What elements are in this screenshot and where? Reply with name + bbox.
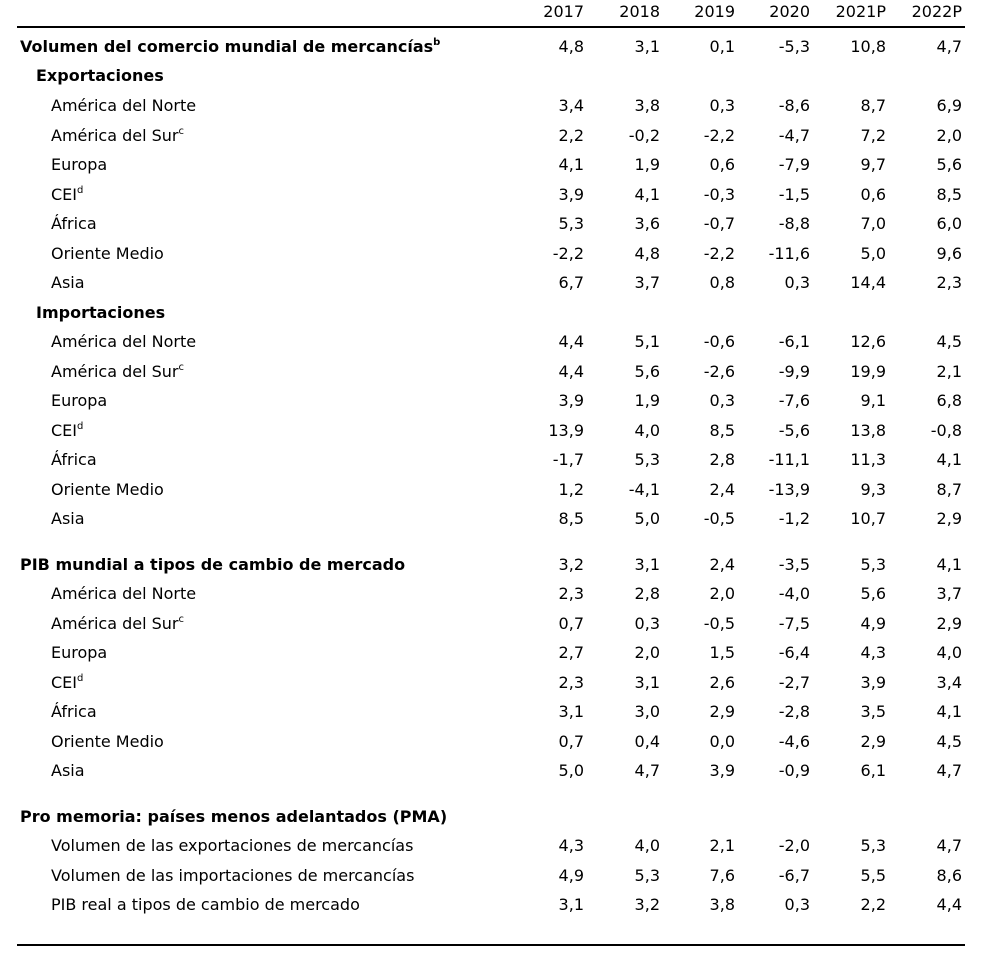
row-label-text: América del Norte xyxy=(51,332,197,351)
value-cell-2017: 4,8 xyxy=(558,37,584,56)
value-cell-2017: 2,3 xyxy=(558,584,584,603)
row-label xyxy=(51,761,85,781)
value-cell-2018: 4,0 xyxy=(634,836,660,855)
subsection-row xyxy=(0,303,1000,325)
value-cell-2018: 2,8 xyxy=(634,584,660,603)
value-cell-2018: -4,1 xyxy=(628,480,660,499)
value-cell-2020: -3,5 xyxy=(778,555,810,574)
section-row xyxy=(0,555,1000,577)
table-row xyxy=(0,836,1000,858)
footnote-marker: d xyxy=(77,185,84,196)
value-cell-2019: 0,1 xyxy=(709,37,735,56)
row-label xyxy=(51,155,107,175)
row-label-text: Oriente Medio xyxy=(51,480,164,499)
footnote-marker: c xyxy=(178,126,184,137)
value-cell-2017: 8,5 xyxy=(558,509,584,528)
value-cell-2019: 3,8 xyxy=(709,895,735,914)
value-cell-2017: 4,9 xyxy=(558,866,584,885)
value-cell-2018: 1,9 xyxy=(634,155,660,174)
row-label-text: CEI xyxy=(51,185,77,204)
row-label xyxy=(51,614,184,634)
value-cell-2017: 5,0 xyxy=(558,761,584,780)
row-label-text: América del Sur xyxy=(51,362,179,381)
value-cell-2019: -0,6 xyxy=(703,332,735,351)
value-cell-2017: 6,7 xyxy=(558,273,584,292)
row-label xyxy=(51,391,107,411)
table-row xyxy=(0,391,1000,413)
table-row xyxy=(0,673,1000,695)
row-label-text: CEI xyxy=(51,421,77,440)
value-cell-2021p: 5,3 xyxy=(860,836,886,855)
row-label-text: Volumen de las exportaciones de mercancías xyxy=(51,836,414,855)
value-cell-2020: -4,6 xyxy=(778,732,810,751)
value-cell-2022p: 6,9 xyxy=(936,96,962,115)
value-cell-2020: -4,7 xyxy=(778,126,810,145)
row-label xyxy=(51,584,196,604)
row-label-text: América del Sur xyxy=(51,126,179,145)
row-label-text: Volumen del comercio mundial de mercancías xyxy=(20,37,434,56)
section-row xyxy=(0,807,1000,829)
value-cell-2022p: 4,5 xyxy=(936,332,962,351)
row-label-text: Asia xyxy=(51,273,85,292)
value-cell-2020: -8,6 xyxy=(778,96,810,115)
value-cell-2021p: 13,8 xyxy=(850,421,886,440)
row-label xyxy=(51,732,164,752)
row-label xyxy=(51,895,360,915)
table-row xyxy=(0,96,1000,118)
row-label-text: Exportaciones xyxy=(36,66,164,85)
row-label-text: PIB real a tipos de cambio de mercado xyxy=(51,895,360,914)
value-cell-2020: -11,1 xyxy=(768,450,810,469)
value-cell-2018: 0,4 xyxy=(634,732,660,751)
value-cell-2022p: 9,6 xyxy=(936,244,962,263)
row-label-text: Pro memoria: países menos adelantados (PMA) xyxy=(20,807,448,826)
value-cell-2019: 2,8 xyxy=(709,450,735,469)
row-label-text: América del Norte xyxy=(51,96,197,115)
value-cell-2019: -0,5 xyxy=(703,509,735,528)
row-label-text: PIB mundial a tipos de cambio de mercado xyxy=(20,555,406,574)
value-cell-2022p: 2,0 xyxy=(936,126,962,145)
value-cell-2021p: 14,4 xyxy=(850,273,886,292)
row-label xyxy=(51,509,85,529)
value-cell-2019: -0,5 xyxy=(703,614,735,633)
value-cell-2021p: 11,3 xyxy=(850,450,886,469)
value-cell-2018: 4,1 xyxy=(634,185,660,204)
value-cell-2018: 4,8 xyxy=(634,244,660,263)
value-cell-2022p: 6,0 xyxy=(936,214,962,233)
value-cell-2018: -0,2 xyxy=(628,126,660,145)
value-cell-2022p: 4,1 xyxy=(936,450,962,469)
value-cell-2021p: 5,6 xyxy=(860,584,886,603)
value-cell-2020: -7,6 xyxy=(778,391,810,410)
value-cell-2022p: 2,9 xyxy=(936,614,962,633)
value-cell-2021p: 4,9 xyxy=(860,614,886,633)
value-cell-2021p: 5,5 xyxy=(860,866,886,885)
column-header-2018: 2018 xyxy=(619,2,660,21)
value-cell-2018: 3,2 xyxy=(634,895,660,914)
row-label-text: Asia xyxy=(51,761,85,780)
value-cell-2021p: 3,5 xyxy=(860,702,886,721)
value-cell-2019: 2,1 xyxy=(709,836,735,855)
value-cell-2022p: 6,8 xyxy=(936,391,962,410)
value-cell-2020: -6,7 xyxy=(778,866,810,885)
value-cell-2020: -6,4 xyxy=(778,643,810,662)
table-row xyxy=(0,362,1000,384)
value-cell-2022p: 8,6 xyxy=(936,866,962,885)
value-cell-2021p: 4,3 xyxy=(860,643,886,662)
value-cell-2017: 2,2 xyxy=(558,126,584,145)
value-cell-2021p: 6,1 xyxy=(860,761,886,780)
value-cell-2019: -2,6 xyxy=(703,362,735,381)
row-label xyxy=(20,37,440,57)
value-cell-2022p: 4,1 xyxy=(936,702,962,721)
value-cell-2021p: 10,8 xyxy=(850,37,886,56)
value-cell-2019: 0,6 xyxy=(709,155,735,174)
value-cell-2019: 0,3 xyxy=(709,96,735,115)
value-cell-2022p: -0,8 xyxy=(930,421,962,440)
value-cell-2017: 4,1 xyxy=(558,155,584,174)
value-cell-2021p: 3,9 xyxy=(860,673,886,692)
row-label-text: Oriente Medio xyxy=(51,244,164,263)
footnote-marker: d xyxy=(77,421,84,432)
row-label-text: África xyxy=(51,214,97,233)
row-label xyxy=(36,303,165,323)
value-cell-2018: 3,1 xyxy=(634,37,660,56)
value-cell-2020: -2,0 xyxy=(778,836,810,855)
value-cell-2018: 5,6 xyxy=(634,362,660,381)
table-row xyxy=(0,643,1000,665)
value-cell-2018: 4,0 xyxy=(634,421,660,440)
value-cell-2018: 3,7 xyxy=(634,273,660,292)
table-row xyxy=(0,614,1000,636)
value-cell-2022p: 4,7 xyxy=(936,761,962,780)
value-cell-2020: -5,3 xyxy=(778,37,810,56)
value-cell-2019: 2,6 xyxy=(709,673,735,692)
row-label xyxy=(51,673,83,693)
value-cell-2022p: 4,0 xyxy=(936,643,962,662)
value-cell-2020: -11,6 xyxy=(768,244,810,263)
table-row xyxy=(0,185,1000,207)
value-cell-2021p: 2,2 xyxy=(860,895,886,914)
row-label-text: África xyxy=(51,450,97,469)
row-label xyxy=(51,185,83,205)
row-label-text: Oriente Medio xyxy=(51,732,164,751)
value-cell-2017: -2,2 xyxy=(552,244,584,263)
table-bottom-rule xyxy=(17,944,965,946)
row-label xyxy=(51,96,196,116)
table-row xyxy=(0,155,1000,177)
table-row xyxy=(0,895,1000,917)
row-label-text: CEI xyxy=(51,673,77,692)
value-cell-2021p: 19,9 xyxy=(850,362,886,381)
column-header-2019: 2019 xyxy=(694,2,735,21)
value-cell-2020: -1,2 xyxy=(778,509,810,528)
value-cell-2017: 0,7 xyxy=(558,614,584,633)
value-cell-2018: 3,1 xyxy=(634,673,660,692)
table-row xyxy=(0,509,1000,531)
value-cell-2018: 3,1 xyxy=(634,555,660,574)
value-cell-2020: -6,1 xyxy=(778,332,810,351)
row-label xyxy=(51,480,164,500)
table-row xyxy=(0,126,1000,148)
footnote-marker: d xyxy=(77,673,84,684)
value-cell-2019: -2,2 xyxy=(703,126,735,145)
subsection-row xyxy=(0,66,1000,88)
value-cell-2020: 0,3 xyxy=(784,273,810,292)
value-cell-2019: 1,5 xyxy=(709,643,735,662)
value-cell-2017: 3,4 xyxy=(558,96,584,115)
value-cell-2017: 3,2 xyxy=(558,555,584,574)
value-cell-2020: -7,9 xyxy=(778,155,810,174)
value-cell-2017: 3,9 xyxy=(558,391,584,410)
value-cell-2021p: 0,6 xyxy=(860,185,886,204)
table-row xyxy=(0,214,1000,236)
row-label xyxy=(20,807,447,827)
row-label xyxy=(51,362,184,382)
value-cell-2017: 13,9 xyxy=(548,421,584,440)
value-cell-2017: -1,7 xyxy=(552,450,584,469)
row-label xyxy=(51,332,196,352)
value-cell-2021p: 9,7 xyxy=(860,155,886,174)
value-cell-2018: 4,7 xyxy=(634,761,660,780)
row-label xyxy=(51,836,413,856)
table-row xyxy=(0,421,1000,443)
table-row xyxy=(0,702,1000,724)
value-cell-2021p: 7,2 xyxy=(860,126,886,145)
value-cell-2020: -9,9 xyxy=(778,362,810,381)
value-cell-2020: -4,0 xyxy=(778,584,810,603)
row-label xyxy=(51,450,97,470)
table-row xyxy=(0,450,1000,472)
row-label-text: Europa xyxy=(51,391,108,410)
table-row xyxy=(0,761,1000,783)
value-cell-2017: 3,1 xyxy=(558,702,584,721)
value-cell-2022p: 3,7 xyxy=(936,584,962,603)
table-row xyxy=(0,584,1000,606)
row-label-text: América del Sur xyxy=(51,614,179,633)
value-cell-2017: 3,1 xyxy=(558,895,584,914)
value-cell-2020: 0,3 xyxy=(784,895,810,914)
value-cell-2022p: 2,1 xyxy=(936,362,962,381)
value-cell-2019: 2,0 xyxy=(709,584,735,603)
row-label-text: África xyxy=(51,702,97,721)
value-cell-2018: 3,0 xyxy=(634,702,660,721)
value-cell-2021p: 5,3 xyxy=(860,555,886,574)
value-cell-2018: 3,8 xyxy=(634,96,660,115)
table-row xyxy=(0,732,1000,754)
value-cell-2018: 5,3 xyxy=(634,866,660,885)
value-cell-2022p: 4,7 xyxy=(936,37,962,56)
value-cell-2017: 4,3 xyxy=(558,836,584,855)
value-cell-2017: 4,4 xyxy=(558,332,584,351)
footnote-marker: c xyxy=(178,362,184,373)
value-cell-2022p: 5,6 xyxy=(936,155,962,174)
row-label xyxy=(51,126,184,146)
value-cell-2017: 3,9 xyxy=(558,185,584,204)
value-cell-2019: -2,2 xyxy=(703,244,735,263)
value-cell-2019: 2,9 xyxy=(709,702,735,721)
value-cell-2018: 5,1 xyxy=(634,332,660,351)
value-cell-2017: 0,7 xyxy=(558,732,584,751)
value-cell-2019: 0,8 xyxy=(709,273,735,292)
row-label-text: Europa xyxy=(51,643,108,662)
value-cell-2022p: 4,4 xyxy=(936,895,962,914)
table-row xyxy=(0,273,1000,295)
column-header-2020: 2020 xyxy=(769,2,810,21)
value-cell-2022p: 3,4 xyxy=(936,673,962,692)
value-cell-2017: 4,4 xyxy=(558,362,584,381)
table-row xyxy=(0,480,1000,502)
row-label-text: Volumen de las importaciones de mercancías xyxy=(51,866,415,885)
row-label xyxy=(51,273,85,293)
value-cell-2019: 0,3 xyxy=(709,391,735,410)
value-cell-2022p: 2,9 xyxy=(936,509,962,528)
row-label xyxy=(51,421,83,441)
value-cell-2020: -8,8 xyxy=(778,214,810,233)
value-cell-2019: 8,5 xyxy=(709,421,735,440)
value-cell-2019: 0,0 xyxy=(709,732,735,751)
row-label-text: América del Norte xyxy=(51,584,197,603)
value-cell-2018: 0,3 xyxy=(634,614,660,633)
section-row xyxy=(0,37,1000,59)
table-top-rule xyxy=(17,26,965,28)
value-cell-2019: 7,6 xyxy=(709,866,735,885)
value-cell-2020: -2,7 xyxy=(778,673,810,692)
row-label xyxy=(20,555,405,575)
footnote-marker: c xyxy=(178,614,184,625)
value-cell-2019: -0,7 xyxy=(703,214,735,233)
value-cell-2018: 5,0 xyxy=(634,509,660,528)
value-cell-2017: 1,2 xyxy=(558,480,584,499)
value-cell-2020: -0,9 xyxy=(778,761,810,780)
value-cell-2017: 2,3 xyxy=(558,673,584,692)
value-cell-2022p: 8,5 xyxy=(936,185,962,204)
table-row xyxy=(0,244,1000,266)
value-cell-2021p: 9,1 xyxy=(860,391,886,410)
column-header-2021p: 2021P xyxy=(835,2,886,21)
value-cell-2021p: 7,0 xyxy=(860,214,886,233)
value-cell-2022p: 4,5 xyxy=(936,732,962,751)
value-cell-2021p: 8,7 xyxy=(860,96,886,115)
value-cell-2018: 5,3 xyxy=(634,450,660,469)
value-cell-2017: 5,3 xyxy=(558,214,584,233)
value-cell-2019: -0,3 xyxy=(703,185,735,204)
value-cell-2021p: 2,9 xyxy=(860,732,886,751)
row-label-text: Asia xyxy=(51,509,85,528)
value-cell-2022p: 4,1 xyxy=(936,555,962,574)
table-row xyxy=(0,332,1000,354)
value-cell-2021p: 10,7 xyxy=(850,509,886,528)
value-cell-2020: -13,9 xyxy=(768,480,810,499)
value-cell-2020: -1,5 xyxy=(778,185,810,204)
value-cell-2020: -7,5 xyxy=(778,614,810,633)
row-label xyxy=(51,702,97,722)
column-header-2017: 2017 xyxy=(543,2,584,21)
value-cell-2020: -2,8 xyxy=(778,702,810,721)
value-cell-2020: -5,6 xyxy=(778,421,810,440)
value-cell-2022p: 4,7 xyxy=(936,836,962,855)
value-cell-2019: 3,9 xyxy=(709,761,735,780)
row-label-text: Europa xyxy=(51,155,108,174)
row-label xyxy=(51,244,164,264)
value-cell-2018: 1,9 xyxy=(634,391,660,410)
row-label-text: Importaciones xyxy=(36,303,166,322)
table-row xyxy=(0,866,1000,888)
value-cell-2019: 2,4 xyxy=(709,555,735,574)
value-cell-2017: 2,7 xyxy=(558,643,584,662)
row-label xyxy=(36,66,164,86)
column-header-2022p: 2022P xyxy=(911,2,962,21)
row-label xyxy=(51,866,414,886)
value-cell-2021p: 5,0 xyxy=(860,244,886,263)
value-cell-2018: 3,6 xyxy=(634,214,660,233)
row-label xyxy=(51,643,107,663)
value-cell-2022p: 8,7 xyxy=(936,480,962,499)
footnote-marker: b xyxy=(433,37,441,48)
value-cell-2021p: 9,3 xyxy=(860,480,886,499)
value-cell-2022p: 2,3 xyxy=(936,273,962,292)
value-cell-2019: 2,4 xyxy=(709,480,735,499)
row-label xyxy=(51,214,97,234)
value-cell-2018: 2,0 xyxy=(634,643,660,662)
value-cell-2021p: 12,6 xyxy=(850,332,886,351)
